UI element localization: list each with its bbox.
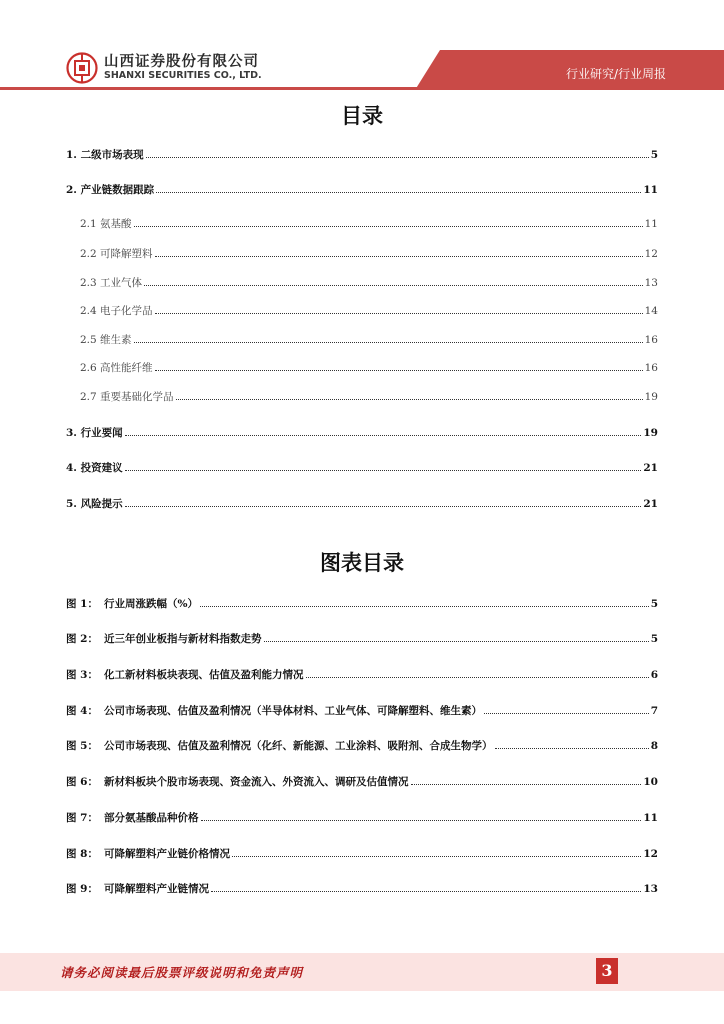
figure-caption: 可降解塑料产业链情况 xyxy=(104,883,209,895)
page-header xyxy=(0,0,724,100)
toc-item-label: 3. 行业要闻 xyxy=(66,427,123,439)
figure-item[interactable] xyxy=(66,738,658,753)
page-number: 3 xyxy=(596,958,618,984)
toc-leader-dots xyxy=(200,606,649,607)
figure-caption: 部分氨基酸品种价格 xyxy=(104,812,199,824)
figure-page: 8 xyxy=(650,740,658,752)
toc-leader-dots xyxy=(176,399,643,400)
toc-item-page: 13 xyxy=(644,277,658,289)
toc-item-page: 19 xyxy=(644,391,658,403)
toc-subitem[interactable] xyxy=(80,275,658,290)
toc-item-label: 2.7 重要基础化学品 xyxy=(80,391,174,403)
toc-subitem[interactable] xyxy=(80,332,658,347)
toc-item[interactable] xyxy=(66,460,658,475)
figure-caption: 公司市场表现、估值及盈利情况（半导体材料、工业气体、可降解塑料、维生素） xyxy=(104,705,482,717)
toc-item-page: 21 xyxy=(643,498,658,510)
toc-leader-dots xyxy=(155,370,643,371)
toc-leader-dots xyxy=(495,748,649,749)
toc-item-page: 16 xyxy=(644,334,658,346)
figure-number: 图 5： xyxy=(66,740,98,752)
toc-subitem[interactable] xyxy=(80,216,658,231)
figure-page: 12 xyxy=(643,848,658,860)
toc-leader-dots xyxy=(155,313,643,314)
figure-caption: 化工新材料板块表现、估值及盈利能力情况 xyxy=(104,669,304,681)
toc-leader-dots xyxy=(144,285,643,286)
disclaimer-notice: 请务必阅读最后股票评级说明和免责声明 xyxy=(60,965,304,980)
figure-number: 图 6： xyxy=(66,776,98,788)
figure-number: 图 2： xyxy=(66,633,98,645)
figure-item[interactable] xyxy=(66,703,658,718)
toc-item-page: 11 xyxy=(643,184,658,196)
toc-item-page: 21 xyxy=(643,462,658,474)
figure-item[interactable] xyxy=(66,667,658,682)
toc-subitem[interactable] xyxy=(80,360,658,375)
toc-item-label: 4. 投资建议 xyxy=(66,462,123,474)
figure-page: 7 xyxy=(650,705,658,717)
figure-item[interactable] xyxy=(66,596,658,611)
toc-item-page: 16 xyxy=(644,362,658,374)
figure-item[interactable] xyxy=(66,631,658,646)
toc-leader-dots xyxy=(134,342,643,343)
toc-item-page: 5 xyxy=(650,149,658,161)
header-rule xyxy=(0,87,724,90)
toc-item-label: 2.6 高性能纤维 xyxy=(80,362,153,374)
company-name-en: SHANXI SECURITIES CO., LTD. xyxy=(104,70,262,81)
toc-leader-dots xyxy=(201,820,642,821)
figure-page: 5 xyxy=(650,633,658,645)
toc-leader-dots xyxy=(232,856,641,857)
toc-leader-dots xyxy=(155,256,643,257)
toc-leader-dots xyxy=(125,506,642,507)
figure-caption: 近三年创业板指与新材料指数走势 xyxy=(104,633,262,645)
figure-item[interactable] xyxy=(66,881,658,896)
toc-leader-dots xyxy=(411,784,642,785)
toc-leader-dots xyxy=(264,641,649,642)
figure-item[interactable] xyxy=(66,810,658,825)
figure-number: 图 3： xyxy=(66,669,98,681)
figure-page: 5 xyxy=(650,598,658,610)
toc-leader-dots xyxy=(125,470,642,471)
figure-number: 图 1： xyxy=(66,598,98,610)
toc-item[interactable] xyxy=(66,147,658,162)
toc-subitem[interactable] xyxy=(80,389,658,404)
toc-leader-dots xyxy=(125,435,642,436)
toc-subitem[interactable] xyxy=(80,303,658,318)
figure-list-title: 图表目录 xyxy=(320,551,404,575)
figure-page: 10 xyxy=(643,776,658,788)
toc-item[interactable] xyxy=(66,425,658,440)
figure-item[interactable] xyxy=(66,774,658,789)
figure-caption: 行业周涨跌幅（%） xyxy=(104,598,198,610)
toc-item-page: 11 xyxy=(644,218,658,230)
figure-caption: 新材料板块个股市场表现、资金流入、外资流入、调研及估值情况 xyxy=(104,776,409,788)
toc-item-label: 2.1 氨基酸 xyxy=(80,218,132,230)
toc-item-label: 2.4 电子化学品 xyxy=(80,305,153,317)
toc-leader-dots xyxy=(306,677,649,678)
toc-leader-dots xyxy=(156,192,641,193)
figure-caption: 公司市场表现、估值及盈利情况（化纤、新能源、工业涂料、吸附剂、合成生物学） xyxy=(104,740,493,752)
toc-item[interactable] xyxy=(66,182,658,197)
toc-leader-dots xyxy=(134,226,643,227)
toc-item-label: 2. 产业链数据跟踪 xyxy=(66,184,155,196)
toc-item-page: 14 xyxy=(644,305,658,317)
figure-item[interactable] xyxy=(66,846,658,861)
toc-item-label: 2.2 可降解塑料 xyxy=(80,248,153,260)
figure-page: 13 xyxy=(643,883,658,895)
toc-item-label: 1. 二级市场表现 xyxy=(66,149,144,161)
toc-item-label: 2.5 维生素 xyxy=(80,334,132,346)
company-logo-icon xyxy=(66,52,98,84)
report-category-tag: 行业研究/行业周报 xyxy=(565,67,666,81)
figure-number: 图 9： xyxy=(66,883,98,895)
figure-caption: 可降解塑料产业链价格情况 xyxy=(104,848,230,860)
figure-number: 图 7： xyxy=(66,812,98,824)
figure-number: 图 4： xyxy=(66,705,98,717)
figure-number: 图 8： xyxy=(66,848,98,860)
toc-item-page: 19 xyxy=(643,427,658,439)
toc-leader-dots xyxy=(146,157,649,158)
toc-item-label: 2.3 工业气体 xyxy=(80,277,143,289)
company-name-cn: 山西证券股份有限公司 xyxy=(104,54,259,70)
toc-title: 目录 xyxy=(341,104,383,128)
toc-item-label: 5. 风险提示 xyxy=(66,498,123,510)
figure-page: 11 xyxy=(643,812,658,824)
toc-leader-dots xyxy=(484,713,649,714)
toc-item-page: 12 xyxy=(644,248,658,260)
toc-item[interactable] xyxy=(66,496,658,511)
figure-page: 6 xyxy=(650,669,658,681)
toc-subitem[interactable] xyxy=(80,246,658,261)
toc-leader-dots xyxy=(211,891,641,892)
